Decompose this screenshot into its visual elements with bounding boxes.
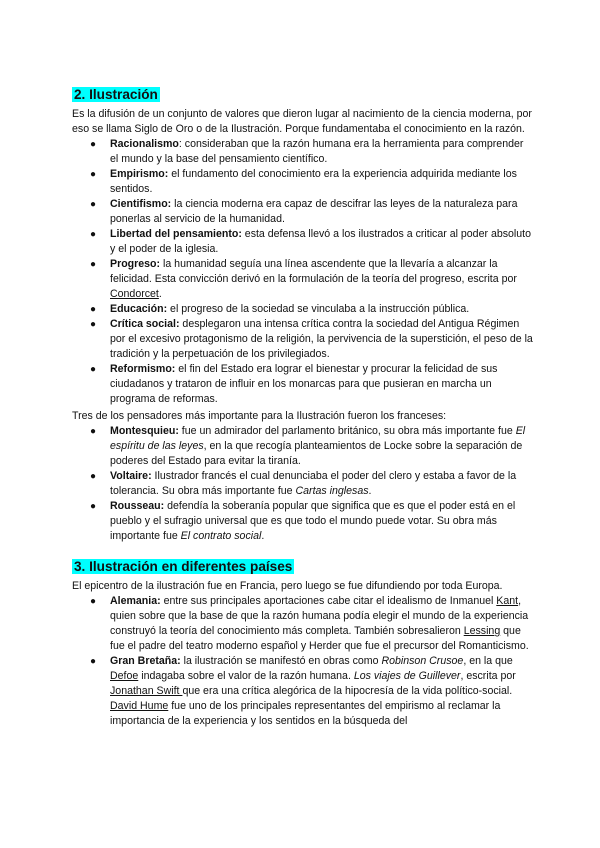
document-page — [72, 86, 534, 729]
list-item: ● Progreso: la humanidad seguía una línea ascendente que la llevaría a alcanzar la felicidad. Esta convicción derivó en la formulación de la teoría del progreso, escrita por Condorcet. — [90, 258, 517, 300]
list-item: ● Alemania: entre sus principales aportaciones cabe citar el idealismo de Inmanuel Kant, quien sobre que la base de que la razón humana podía elegir el mundo de la experiencia construyó la teoría del conocimiento más completa. También sobresalieron Lessing que fue el padre del teatro moderno español y Herder que fue el precursor del Romanticismo. — [90, 595, 529, 652]
bullet-icon: ● — [90, 319, 97, 330]
bullet-icon: ● — [90, 199, 97, 210]
characteristics-list — [72, 137, 534, 407]
list-item: ● Gran Bretaña: la ilustración se manifestó en obras como Robinson Crusoe, en la que Defoe indagaba sobre el valor de la razón humana. Los viajes de Guillever, escrita por Jonathan Swift que era una crítica alegórica de la hipocresía de la vida político-social. David Hume fue uno de los principales representantes del empirismo al reclamar la importancia de la experiencia y los sentidos en la búsqueda del — [90, 655, 516, 727]
thinkers-intro: Tres de los pensadores más importante para la Ilustración fueron los franceses: — [72, 410, 447, 422]
list-item: ● Voltaire: Ilustrador francés el cual denunciaba el poder del clero y estaba a favor de la tolerancia. Su obra más importante fue Cartas inglesas. — [90, 470, 517, 497]
list-item: ● Reformismo: el fin del Estado era lograr el bienestar y procurar la felicidad de sus ciudadanos y trataron de influir en los monarcas para que pusieran en marcha un programa de reformas. — [90, 363, 498, 405]
section-3-intro: El epicentro de la ilustración fue en Francia, pero luego se fue difundiendo por toda Europa. — [72, 580, 503, 592]
list-item: ● Rousseau: defendía la soberanía popular que significa que es que el poder está en el pueblo y el sufragio universal que es que todo el mundo puede votar. Su obra más importante fue El contrato social. — [90, 500, 516, 542]
list-item: ● Educación: el progreso de la sociedad se vinculaba a la instrucción pública. — [90, 303, 470, 315]
bullet-icon: ● — [90, 656, 97, 667]
section-2-intro: Es la difusión de un conjunto de valores que dieron lugar al nacimiento de la ciencia moderna, por eso se llama Siglo de Oro o de la Ilustración. Porque fundamentaba el conocimiento en la razón. — [72, 108, 532, 135]
list-item: ● Racionalismo: consideraban que la razón humana era la herramienta para comprender el mundo y la base del pensamiento científico. — [90, 138, 524, 165]
defoe-link[interactable]: Defoe — [110, 670, 139, 682]
bullet-icon: ● — [90, 426, 97, 437]
bullet-icon: ● — [90, 229, 97, 240]
bullet-icon: ● — [90, 596, 97, 607]
bullet-icon: ● — [90, 364, 97, 375]
section-2-heading: 2. Ilustración — [74, 87, 158, 102]
bullet-icon: ● — [90, 304, 97, 315]
bullet-icon: ● — [90, 259, 97, 270]
bullet-icon: ● — [90, 471, 97, 482]
condorcet-link[interactable]: Condorcet — [110, 288, 159, 300]
bullet-icon: ● — [90, 169, 97, 180]
list-item: ● Empirismo: el fundamento del conocimiento era la experiencia adquirida mediante los sentidos. — [90, 168, 517, 195]
list-item: ● Montesquieu: fue un admirador del parlamento británico, su obra más importante fue El espíritu de las leyes, en la que recogía planteamientos de Locke sobre la separación de poderes del Estado para evitar la tiranía. — [90, 425, 526, 467]
section-3-heading: 3. Ilustración en diferentes países — [74, 559, 293, 574]
list-item: ● Cientifismo: la ciencia moderna era capaz de descifrar las leyes de la naturaleza para ponerlas al servicio de la humanidad. — [90, 198, 518, 225]
thinkers-list — [72, 424, 534, 544]
hume-link[interactable]: David Hume — [110, 700, 169, 712]
list-item: ● Libertad del pensamiento: esta defensa llevó a los ilustrados a criticar al poder absoluto y el poder de la iglesia. — [90, 228, 531, 255]
bullet-icon: ● — [90, 501, 97, 512]
countries-list — [72, 594, 534, 729]
swift-link[interactable]: Jonathan Swift — [110, 685, 183, 697]
bullet-icon: ● — [90, 139, 97, 150]
lessing-link[interactable]: Lessing — [463, 625, 501, 637]
kant-link[interactable]: Kant — [496, 595, 519, 607]
list-item: ● Crítica social: desplegaron una intensa crítica contra la sociedad del Antigua Régimen por el excesivo protagonismo de la religión, la pervivencia de la superstición, el peso de la tradición y la perpetuación de los privilegiados. — [90, 318, 533, 360]
